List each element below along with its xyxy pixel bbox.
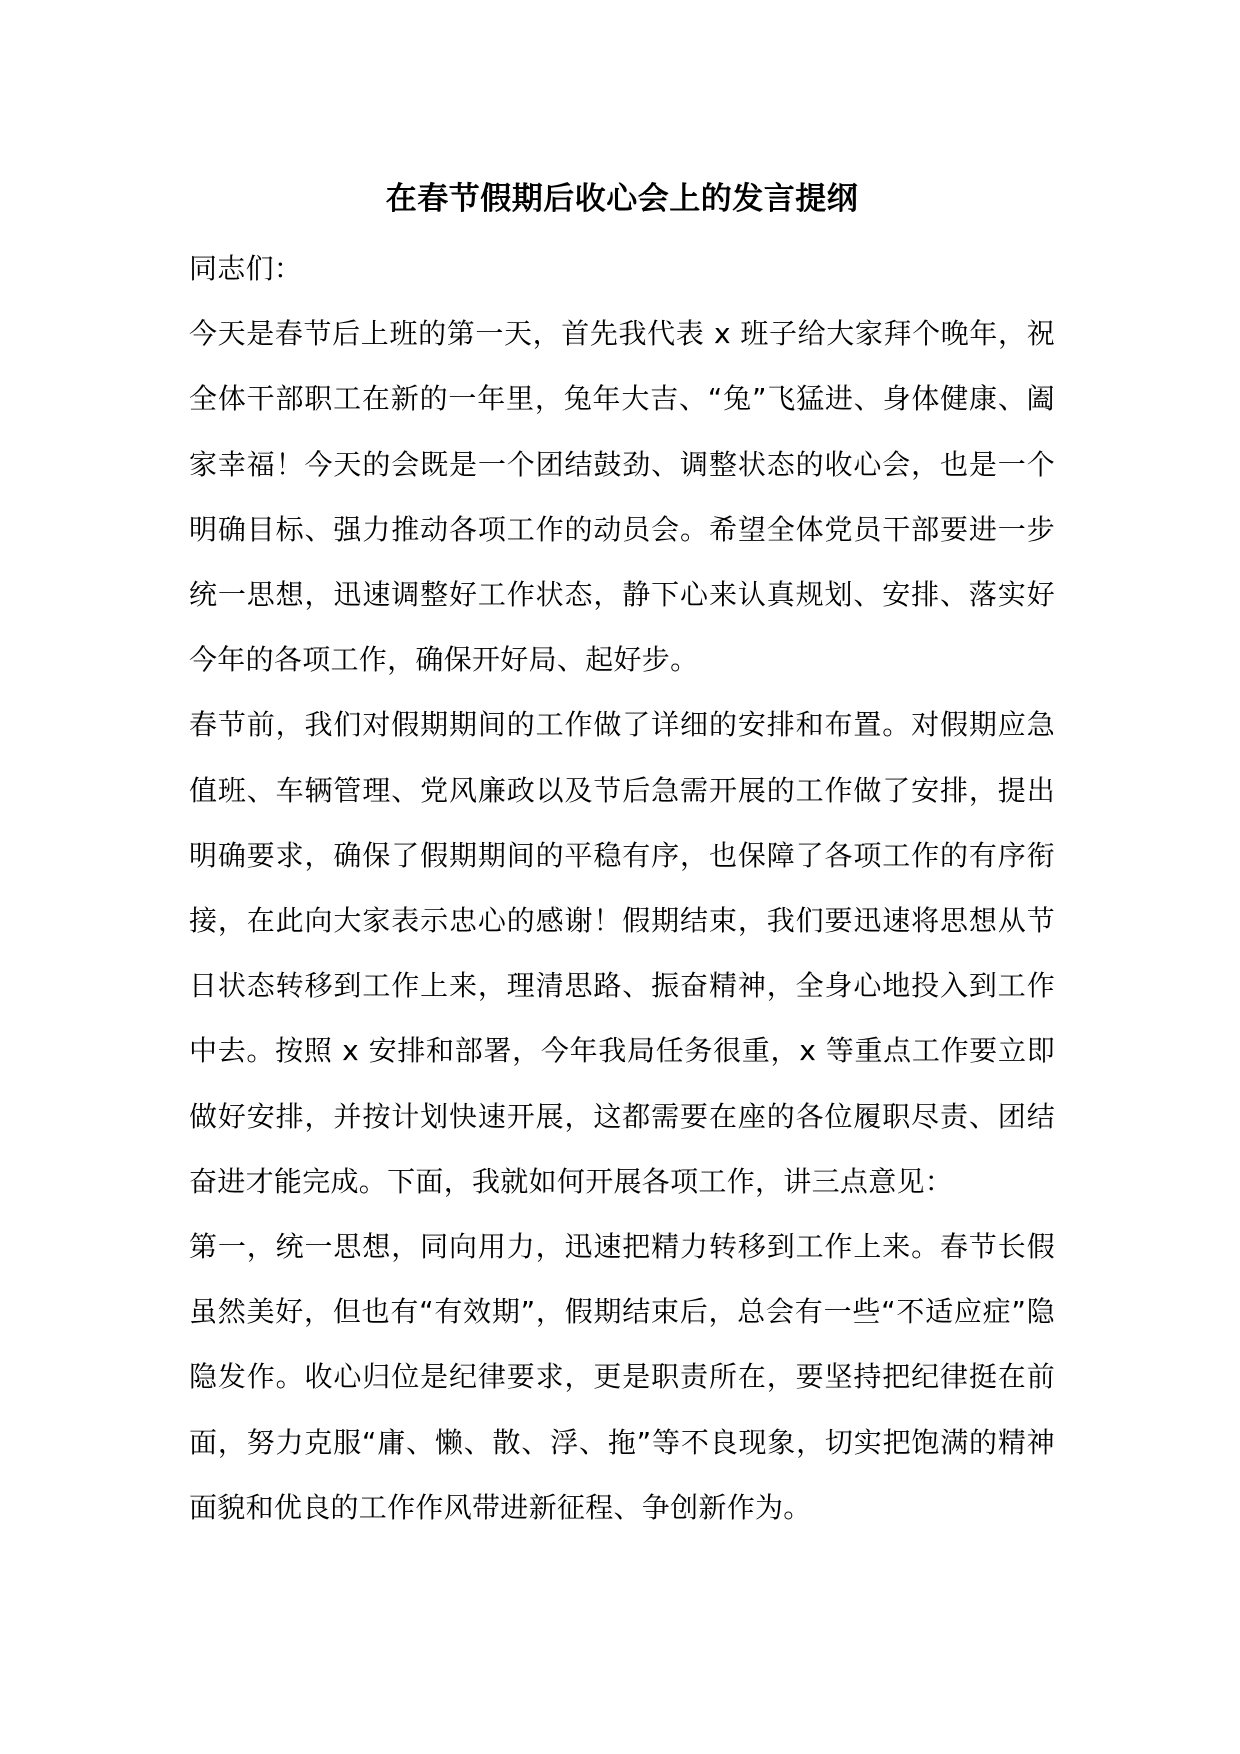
document-title: 在春节假期后收心会上的发言提纲: [385, 181, 859, 217]
paragraph-3: 第一，统一思想，同向用力，迅速把精力转移到工作上来。春节长假虽然美好，但也有“有效期”，假期结束后，总会有一些“不适应症”隐隐发作。收心归位是纪律要求，更是职责所在，要坚持把纪律挺在前面，努力克服“庸、懒、散、浮、拖”等不良现象，切实把饱满的精神面貌和优良的工作作风带进新征程、争创新作为。: [189, 1230, 1055, 1524]
document-body: [189, 170, 1055, 1540]
salutation: 同志们：: [189, 252, 303, 285]
paragraph-2: 春节前，我们对假期期间的工作做了详细的安排和布置。对假期应急值班、车辆管理、党风廉政以及节后急需开展的工作做了安排，提出明确要求，确保了假期期间的平稳有序，也保障了各项工作的有序衔接，在此向大家表示忠心的感谢！假期结束，我们要迅速将思想从节日状态转移到工作上来，理清思路、振奋精神，全身心地投入到工作中去。按照 x 安排和部署，今年我局任务很重，x 等重点工作要立即做好安排，并按计划快速开展，这都需要在座的各位履职尽责、团结奋进才能完成。下面，我就如何开展各项工作，讲三点意见：: [189, 708, 1055, 1198]
paragraph-1: 今天是春节后上班的第一天，首先我代表 x 班子给大家拜个晚年，祝全体干部职工在新的一年里，兔年大吉、“兔”飞猛进、身体健康、阖家幸福！今天的会既是一个团结鼓劲、调整状态的收心会，也是一个明确目标、强力推动各项工作的动员会。希望全体党员干部要进一步统一思想，迅速调整好工作状态，静下心来认真规划、安排、落实好今年的各项工作，确保开好局、起好步。: [189, 317, 1055, 677]
